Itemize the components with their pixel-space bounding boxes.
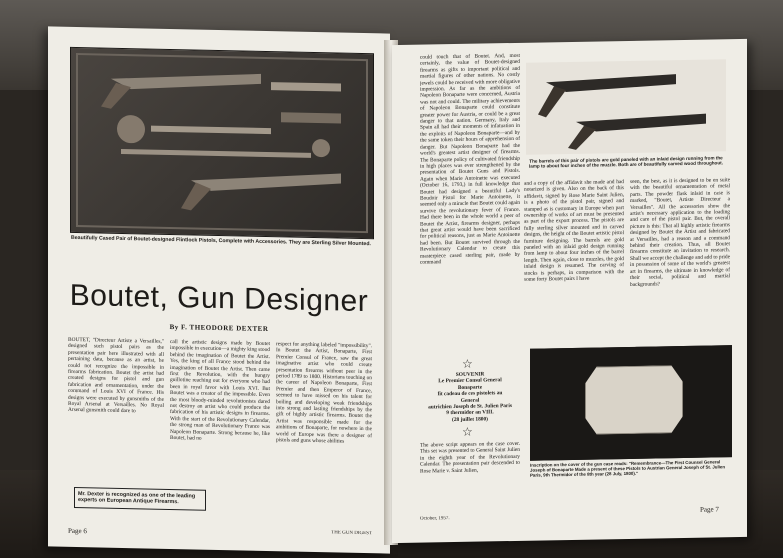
inscription-photo-caption: Inscription on the cover of the gun case reads: "Remembrance—The First Counsel General Joseph of Bonaparte Made a present of these Pistols to Austrian General Joseph of St. Julien Paris, 9th Thermidor of the 8th year (28 July, 1800)." xyxy=(530,459,726,479)
pistol-set-illustration xyxy=(71,48,373,238)
byline: By F. THEODORE DEXTER xyxy=(169,322,269,334)
photo-caption: Beautifully Cased Pair of Boutet-designed Flintlock Pistols, Complete with Accessories. They are Sterling Silver Mounted. xyxy=(71,234,371,248)
left-footer-journal: THE GUN DIGEST xyxy=(331,530,372,537)
souvenir-line-6: autrichien Joseph de St. Julien Paris xyxy=(428,403,512,411)
page-number-right: Page 7 xyxy=(700,505,719,514)
right-footer-date: October, 1957. xyxy=(420,516,450,522)
cased-pistols-photo xyxy=(70,47,374,239)
left-column-2: call the artistic designs made by Boutet impossible in execution—a mighty king stood behind the imagination of Boutet the Artist. Yes, the king of all France stood behind the imagination of Boutet the Artist. Then came first the Revolution, with the hungry guillotine reaching out for everyone who had been in royal favor with Louis XVI. But Boutet was a creator of the impossible. Even the most bloody-minded revolutionists dared not destroy an artist who could produce the fabrication of his artistic designs in firearms. With the start of the Revolutionary Calendar, the strong man of Revolutionary France was Napoleon Bonaparte. Strong because he, like Boutet, had no xyxy=(170,338,270,442)
right-page xyxy=(392,39,747,543)
star-icon: ☆ xyxy=(462,356,473,371)
pistol-photo-caption: The barrels of this pair of pistols are gold paneled with an inlaid design running from the lamp to about four inches of the muzzle. Both are of beautifully carved wood throughout. xyxy=(529,155,723,170)
souvenir-line-1: SOUVENIR xyxy=(455,371,485,378)
souvenir-inscription xyxy=(416,371,524,424)
souvenir-line-5: General xyxy=(460,397,480,404)
souvenir-line-7: 9 thermidor an VIII. xyxy=(446,409,494,417)
inscription-plaque xyxy=(585,365,683,435)
left-column-3: respect for anything labeled "impossibility". In Boutet the Artist, Bonaparte, First Premier Consul of France, saw the great imaginative artist who could create presentation firearms without peer in the period 1789 to 1800. Historians touching on the career of Napoleon Bonaparte, First Premier and then Emperor of France, seemed to have missed on his talent for boiling and developing weak friendships into strong and lasting friendships by the gift of highly artistic firearms. Boutet the Artist was responsible made for the ambitions of Bonaparte, for nowhere in the world of Europe was there a designer of pistols and guns whose abilities xyxy=(276,341,372,445)
pistol-pair-photo xyxy=(526,59,726,154)
case-inscription-photo xyxy=(530,345,732,461)
left-column-1: BOUTET, "Directeur Artiste a Versailles," designed such pistol pairs as the presentation pair here illustrated with all pertaining data, because as an artist, he could not recognize the impossible in firearms fabrication. Boutet the artist had created designs for pistol and gun fabrication and ornamentation, under the command of Louis XVI of France. His designs were executed by gunsmiths of the Royal Arsenal at Versailles. No Royal Arsenal gunsmith could dare to xyxy=(68,336,164,415)
right-column-2: and a copy of the affidavit she made and had notarized is given. Also on the back of this affidavit, signed by Rose Marie Saint Julien, is a photo of the pistol pair, signed and stamped as is customary in Europe when part ownership of works of art must be presented as part of the export process. The pistols are fully sterling silver mounted and in carved designs, the height of the Boutet artistic pistol furniture designing. The barrels are gold paneled with an inlaid gold design running from lamp to about four inches of the barrel length. Then again, close to muzzles, the gold inlaid design is resumed. The carving of stocks is perhaps, in comparison with the some forty Boutet pairs I have xyxy=(524,179,624,283)
article-title: Boutet, Gun Designer xyxy=(69,278,369,319)
souvenir-line-4: fit cadeau de ces pistolets au xyxy=(437,390,503,398)
pistols-illustration xyxy=(526,59,726,154)
souvenir-line-3: Bonaparte xyxy=(457,384,483,391)
page-number-left: Page 6 xyxy=(68,526,87,536)
right-column-3: seen, the best, as it is designed to be en suite with the beautiful ornamentation of metal parts. The powder flask inlaid in case is marked, "Boutet, Artiste Directeur a Versailles". All the accessories show the artist's necessary application to the loading and care of the pistol pair. But, the overall picture is this: That all highly artistic firearms designed by Boutet the Artist and fabricated at Versailles, had a reason and a command behind their creation. Thus, all Boutet firearms constitute an invitation to research. Shall we accept the challenge and add to pride in possession of some of the world's greatest art in firearms, the ultimate in knowledge of their social, political and martial backgrounds? xyxy=(630,177,730,288)
star-icon: ☆ xyxy=(462,424,473,439)
souvenir-line-8: (28 juillet 1800) xyxy=(452,416,488,423)
right-column-1: could touch that of Boutet. And, most certainly, the value of Boutet-designed firearms as gifts to important political and martial figures of other nations. No costly jewels could be received with more obligative impression. As far as the ambitions of Napoleon Bonaparte were concerned, Austria was not and could. The military achievements of Napoleon Bonaparte could constitute greater power for Austria, or could be a great danger to that nation. Germany, Italy and Spain all had their moments of infatuation in the exploits of Napoleon Bonaparte—and by the same token their hours of apprehension of danger. But Napoleon Bonaparte had the world's greatest artist designer of firearms. The Bonaparte policy of cultivated friendship in high places was ever strengthened by the presentation of Boutet Guns and Pistols. Again when Marie Antoinette was executed (October 16, 1793,) in full knowledge that Boutet had designed a beautiful Lady's Boudoir Pistol for Marie Antoinette, it seemed only a miracle that Boutet could again survive the revolutionary fever of France. Had there been in the whole world a peer of Boutet the Artist, firearms designer, perhaps that great artist would have been sacrificed for political reasons, just as Marie Antoinette had been. But Boutet survived through the Revolutionary Calendar to create this masterpiece cased sterling pair, made by command xyxy=(420,52,520,266)
author-note-box: Mr. Dexter is recognized as one of the leading experts on European Antique Firearms. xyxy=(74,487,206,511)
souvenir-line-2: Le Premier Consul General xyxy=(438,377,502,385)
left-page xyxy=(48,26,390,553)
right-column-2b: The above script appears on the case cover. This set was presented to General Saint Julien in the eighth year of the Revolutionary Calendar. The presentation pair descended to Rose Marie v. Saint Julien, xyxy=(420,440,520,475)
